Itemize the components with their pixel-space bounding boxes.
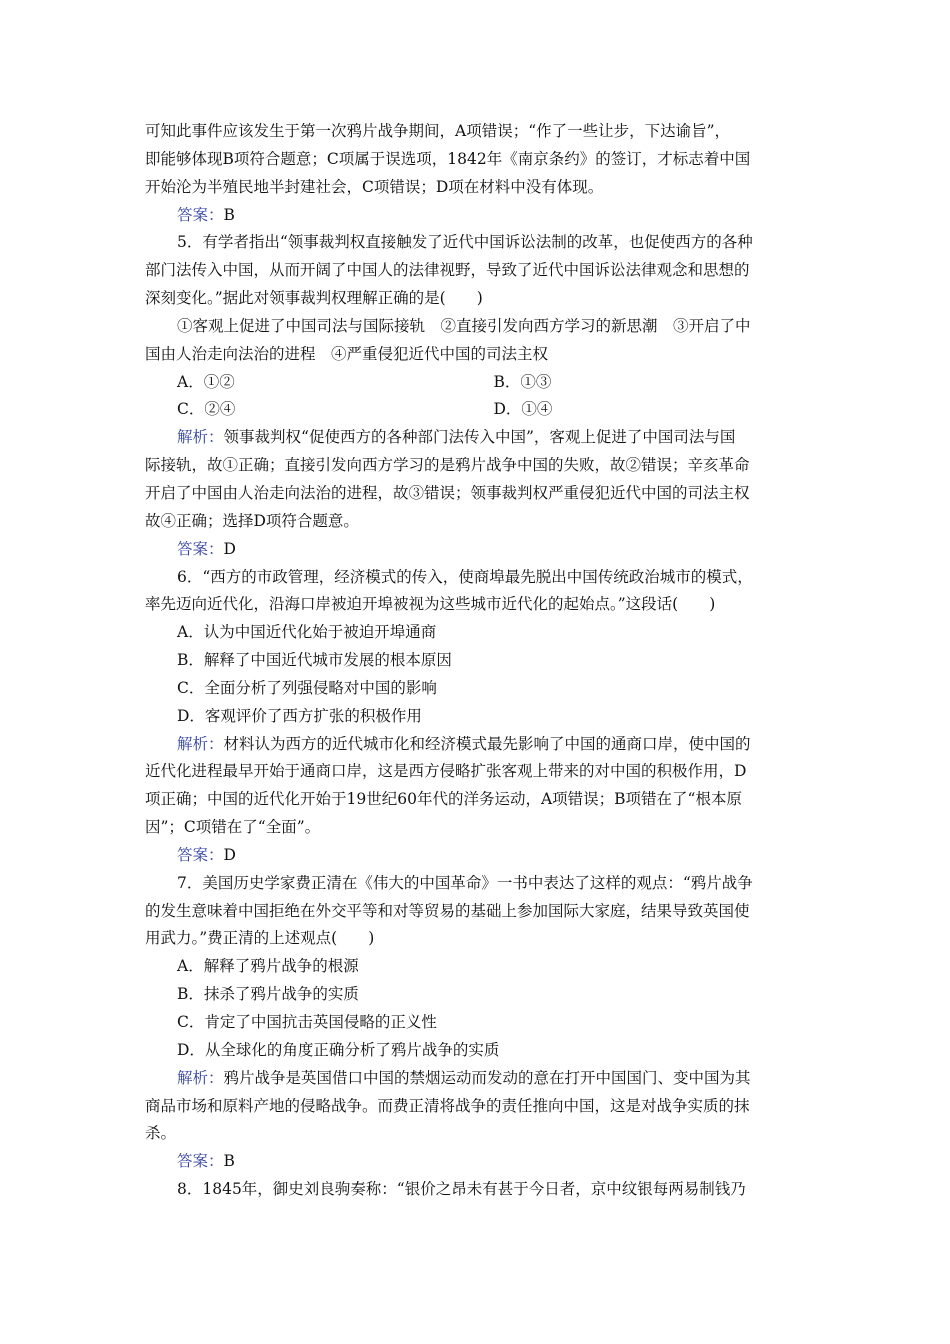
question-stem-line: 8．1845年，御史刘良驹奏称：“银价之昂未有甚于今日者，京中纹银每两易制钱乃 [177, 1180, 746, 1199]
analysis-text: 鸦片战争是英国借口中国的禁烟运动而发动的意在打开中国国门、变中国为其 [223, 1068, 751, 1087]
analysis-line: 商品市场和原料产地的侵略战争。而费正清将战争的责任推向中国，这是对战争实质的抹 [145, 1096, 750, 1115]
option-c: C．全面分析了列强侵略对中国的影响 [177, 678, 437, 697]
option-b: B．①③ [493, 372, 552, 391]
analysis-line: 杀。 [145, 1124, 177, 1143]
option-a: A．认为中国近代化始于被迫开埠通商 [177, 623, 437, 642]
answer-label: 答案： [177, 539, 224, 558]
option-b: B．抹杀了鸦片战争的实质 [177, 985, 359, 1004]
page-content [145, 118, 810, 1204]
answer-line [145, 536, 810, 564]
analysis-line [145, 1065, 810, 1093]
option-d: D．客观评价了西方扩张的积极作用 [177, 706, 422, 725]
answer-line [145, 202, 810, 230]
option-b: B．解释了中国近代城市发展的根本原因 [177, 651, 452, 670]
answer-line [145, 1148, 810, 1176]
option-a: A．①② [177, 372, 235, 391]
statement-line: 国由人治走向法治的进程 ④严重侵犯近代中国的司法主权 [145, 344, 549, 363]
text-line: 开始沦为半殖民地半封建社会，C项错误；D项在材料中没有体现。 [145, 177, 604, 196]
analysis-line: 际接轨，故①正确；直接引发向西方学习的是鸦片战争中国的失败，故②错误；辛亥革命 [145, 456, 750, 475]
option-c: C．②④ [177, 400, 236, 419]
text-line: 可知此事件应该发生于第一次鸦片战争期间，A项错误；“作了一些让步，下达谕旨”， [145, 122, 731, 140]
analysis-label: 解析： [177, 428, 224, 447]
question-stem-line: 6．“西方的市政管理，经济模式的传入，使商埠最先脱出中国传统政治城市的模式， [177, 567, 753, 586]
question-stem-line: 5．有学者指出“领事裁判权直接触发了近代中国诉讼法制的改革，也促使西方的各种 [177, 233, 753, 252]
analysis-line: 故④正确；选择D项符合题意。 [145, 511, 359, 530]
answer-value: D [223, 539, 236, 558]
option-c: C．肯定了中国抗击英国侵略的正义性 [177, 1013, 437, 1031]
question-stem-line: 率先迈向近代化，沿海口岸被迫开埠被视为这些城市近代化的起始点。”这段话( ) [145, 595, 716, 614]
option-row [145, 396, 810, 424]
analysis-line: 项正确；中国的近代化开始于19世纪60年代的洋务运动，A项错误；B项错在了“根本原 [145, 790, 742, 809]
analysis-line: 开启了中国由人治走向法治的进程，故③错误；领事裁判权严重侵犯近代中国的司法主权 [145, 483, 750, 502]
option-a: A．解释了鸦片战争的根源 [177, 957, 359, 976]
answer-label: 答案： [177, 845, 224, 864]
option-d: D．①④ [493, 400, 553, 419]
analysis-line: 近代化进程最早开始于通商口岸，这是西方侵略扩张客观上带来的对中国的积极作用，D [145, 762, 747, 781]
question-stem-line: 深刻变化。”据此对领事裁判权理解正确的是( ) [145, 289, 483, 308]
answer-line [145, 842, 810, 870]
option-row [145, 369, 810, 397]
text-line: 即能够体现B项符合题意；C项属于误选项，1842年《南京条约》的签订，才标志着中国 [145, 149, 751, 168]
answer-label: 答案： [177, 205, 224, 224]
analysis-line [145, 424, 810, 452]
answer-value: D [223, 845, 236, 864]
question-stem-line: 用武力。”费正清的上述观点( ) [145, 929, 375, 948]
answer-label: 答案： [177, 1152, 224, 1171]
analysis-label: 解析： [177, 734, 224, 753]
question-stem-line: 部门法传入中国，从而开阔了中国人的法律视野，导致了近代中国诉讼法律观念和思想的 [145, 261, 750, 280]
analysis-text: 领事裁判权“促使西方的各种部门法传入中国”，客观上促进了中国司法与国 [223, 428, 736, 447]
analysis-text: 材料认为西方的近代城市化和经济模式最先影响了中国的通商口岸，使中国的 [223, 734, 751, 753]
question-stem-line: 的发生意味着中国拒绝在外交平等和对等贸易的基础上参加国际大家庭，结果导致英国使 [145, 901, 750, 920]
analysis-label: 解析： [177, 1068, 224, 1087]
answer-value: B [223, 1152, 235, 1171]
statement-line: ①客观上促进了中国司法与国际接轨 ②直接引发向西方学习的新思潮 ③开启了中 [177, 316, 751, 335]
analysis-line: 因”；C项错在了“全面”。 [145, 818, 321, 837]
option-d: D．从全球化的角度正确分析了鸦片战争的实质 [177, 1040, 500, 1059]
question-stem-line: 7．美国历史学家费正清在《伟大的中国革命》一书中表达了这样的观点：“鸦片战争 [177, 873, 753, 892]
analysis-line [145, 731, 810, 759]
answer-value: B [223, 205, 235, 224]
